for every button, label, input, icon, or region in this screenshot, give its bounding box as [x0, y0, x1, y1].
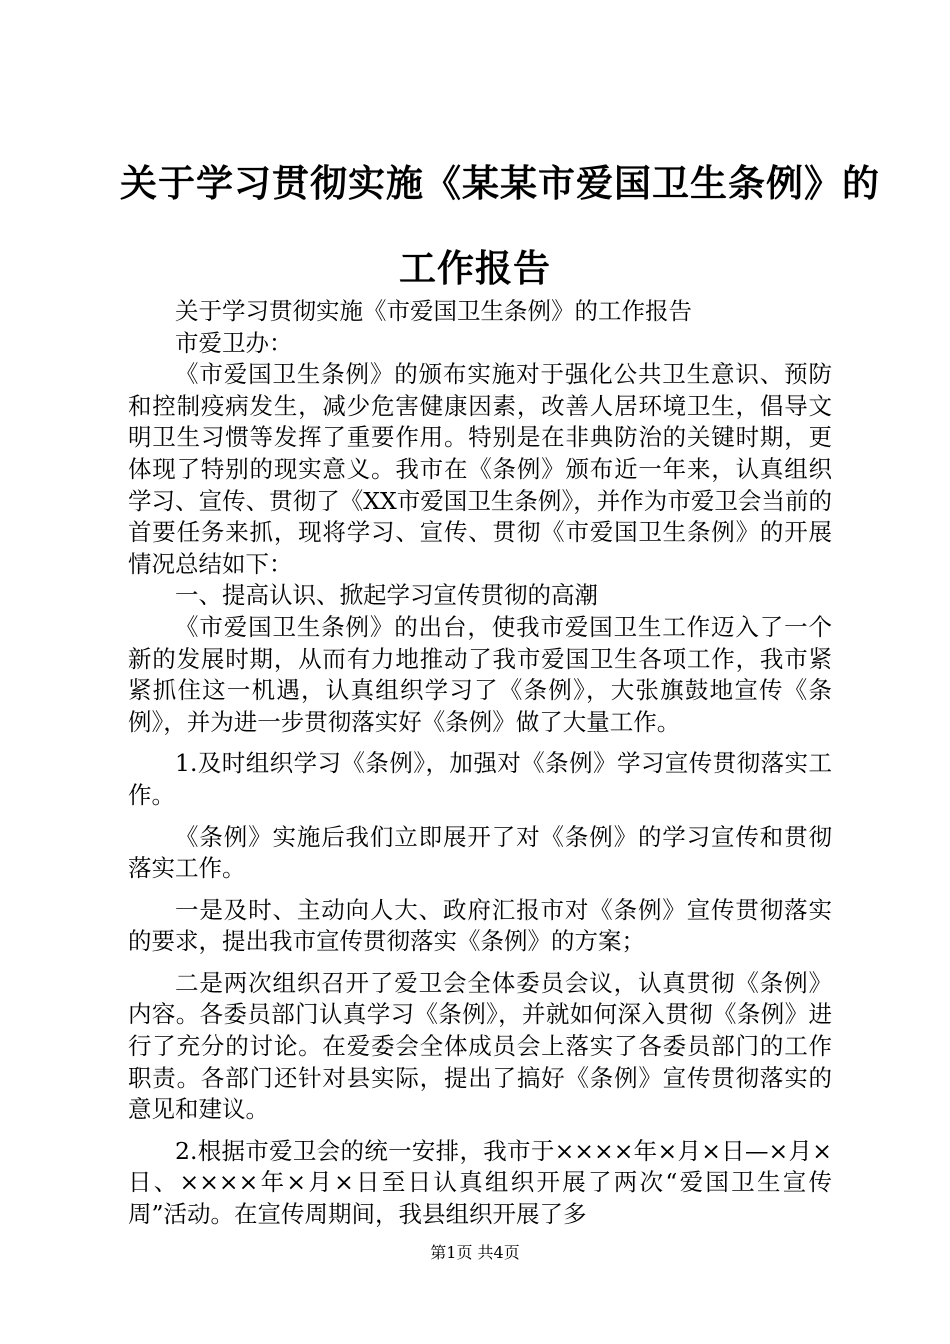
item-1-heading: 1.及时组织学习《条例》，加强对《条例》学习宣传贯彻落实工作。 — [128, 749, 832, 809]
intro-paragraph: 《市爱国卫生条例》的颁布实施对于强化公共卫生意识、预防和控制疫病发生，减少危害健康因素，改善人居环境卫生，倡导文明卫生习惯等发挥了重要作用。特别是在非典防治的关键时期，更体现了特别的现实意义。我市在《条例》颁布近一年来，认真组织学习、宣传、贯彻了《XX市爱国卫生条例》，并作为市爱卫会当前的首要任务来抓，现将学习、宣传、贯彻《市爱国卫生条例》的开展情况总结如下： — [128, 360, 832, 578]
subtitle-paragraph: 关于学习贯彻实施《市爱国卫生条例》的工作报告 — [175, 297, 692, 325]
item-1-point-1: 一是及时、主动向人大、政府汇报市对《条例》宣传贯彻落实的要求，提出我市宣传贯彻落实《条例》的方案； — [128, 895, 832, 956]
section-1-paragraph: 《市爱国卫生条例》的出台，使我市爱国卫生工作迈入了一个新的发展时期，从而有力地推动了我市爱国卫生各项工作，我市紧紧抓住这一机遇，认真组织学习了《条例》，大张旗鼓地宣传《条例》，并为进一步贯彻落实好《条例》做了大量工作。 — [128, 612, 832, 736]
item-1-paragraph: 《条例》实施后我们立即展开了对《条例》的学习宣传和贯彻落实工作。 — [128, 822, 832, 883]
document-body — [128, 296, 832, 1231]
document-title-line-2: 工作报告 — [399, 246, 551, 290]
section-heading-1: 一、提高认识、掀起学习宣传贯彻的高潮 — [175, 581, 598, 610]
addressee-paragraph: 市爱卫办： — [175, 328, 293, 357]
page-footer: 第1页 共4页 — [430, 1243, 520, 1262]
item-2-paragraph: 2.根据市爱卫会的统一安排，我市于××××年×月×日—×月×日、××××年×月×日至日认真组织开展了两次“爱国卫生宣传周”活动。在宣传周期间，我县组织开展了多 — [128, 1136, 832, 1229]
item-1-point-2: 二是两次组织召开了爱卫会全体委员会议，认真贯彻《条例》内容。各委员部门认真学习《条例》，并就如何深入贯彻《条例》进行了充分的讨论。在爱委会全体成员会上落实了各委员部门的工作职责。各部门还针对县实际，提出了搞好《条例》宣传贯彻落实的意见和建议。 — [128, 968, 832, 1124]
document-title-line-1: 关于学习贯彻实施《某某市爱国卫生条例》的 — [120, 161, 880, 205]
